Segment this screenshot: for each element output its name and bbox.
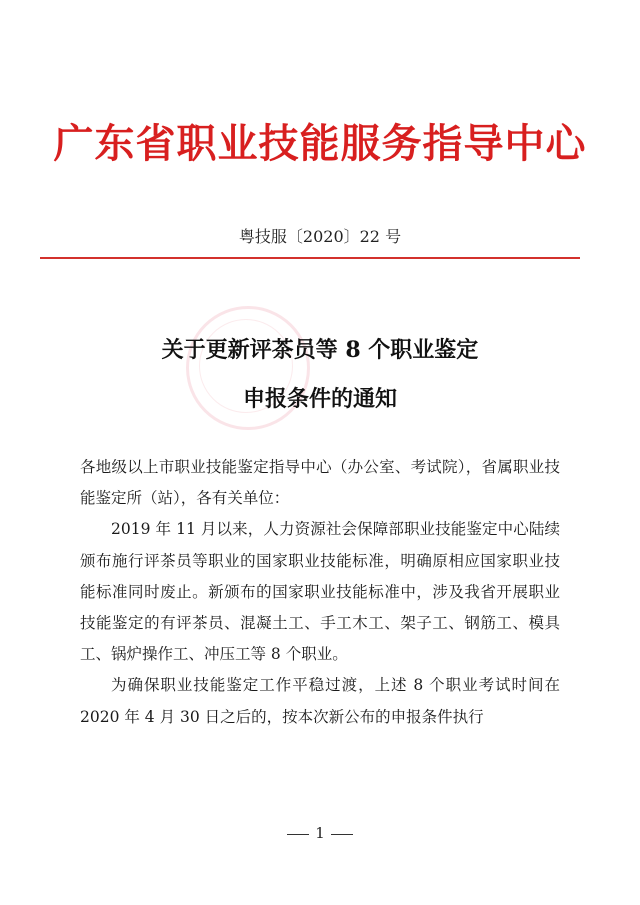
page-number-value: 1 <box>315 824 325 842</box>
salutation-paragraph: 各地级以上市职业技能鉴定指导中心（办公室、考试院），省属职业技能鉴定所（站），各有关单位： <box>80 458 560 508</box>
page-number-dash-right <box>331 834 353 835</box>
notice-body <box>80 452 560 733</box>
red-divider-rule <box>40 257 580 259</box>
notice-title-line-2: 申报条件的通知 <box>242 386 397 412</box>
page-number-dash-left <box>287 834 309 835</box>
body-paragraph-1: 2019 年 11 月以来，人力资源社会保障部职业技能鉴定中心陆续颁布施行评茶员等职业的国家职业技能标准，明确原相应国家职业技能标准同时废止。新颁布的国家职业技能标准中，涉及我省开展职业技能鉴定的有评茶员、混凝土工、手工木工、架子工、钢筋工、模具工、锅炉操作工、冲压工等 8 个职业。 <box>80 520 560 664</box>
page-number <box>0 824 640 842</box>
notice-title-line-1: 关于更新评茶员等 8 个职业鉴定 <box>161 337 479 363</box>
body-paragraph-2: 为确保职业技能鉴定工作平稳过渡，上述 8 个职业考试时间在 2020 年 4 月 30 日之后的，按本次新公布的申报条件执行 <box>80 676 560 726</box>
document-number: 粤技服〔2020〕22 号 <box>238 227 402 246</box>
masthead-organization: 广东省职业技能服务指导中心 <box>53 121 587 167</box>
